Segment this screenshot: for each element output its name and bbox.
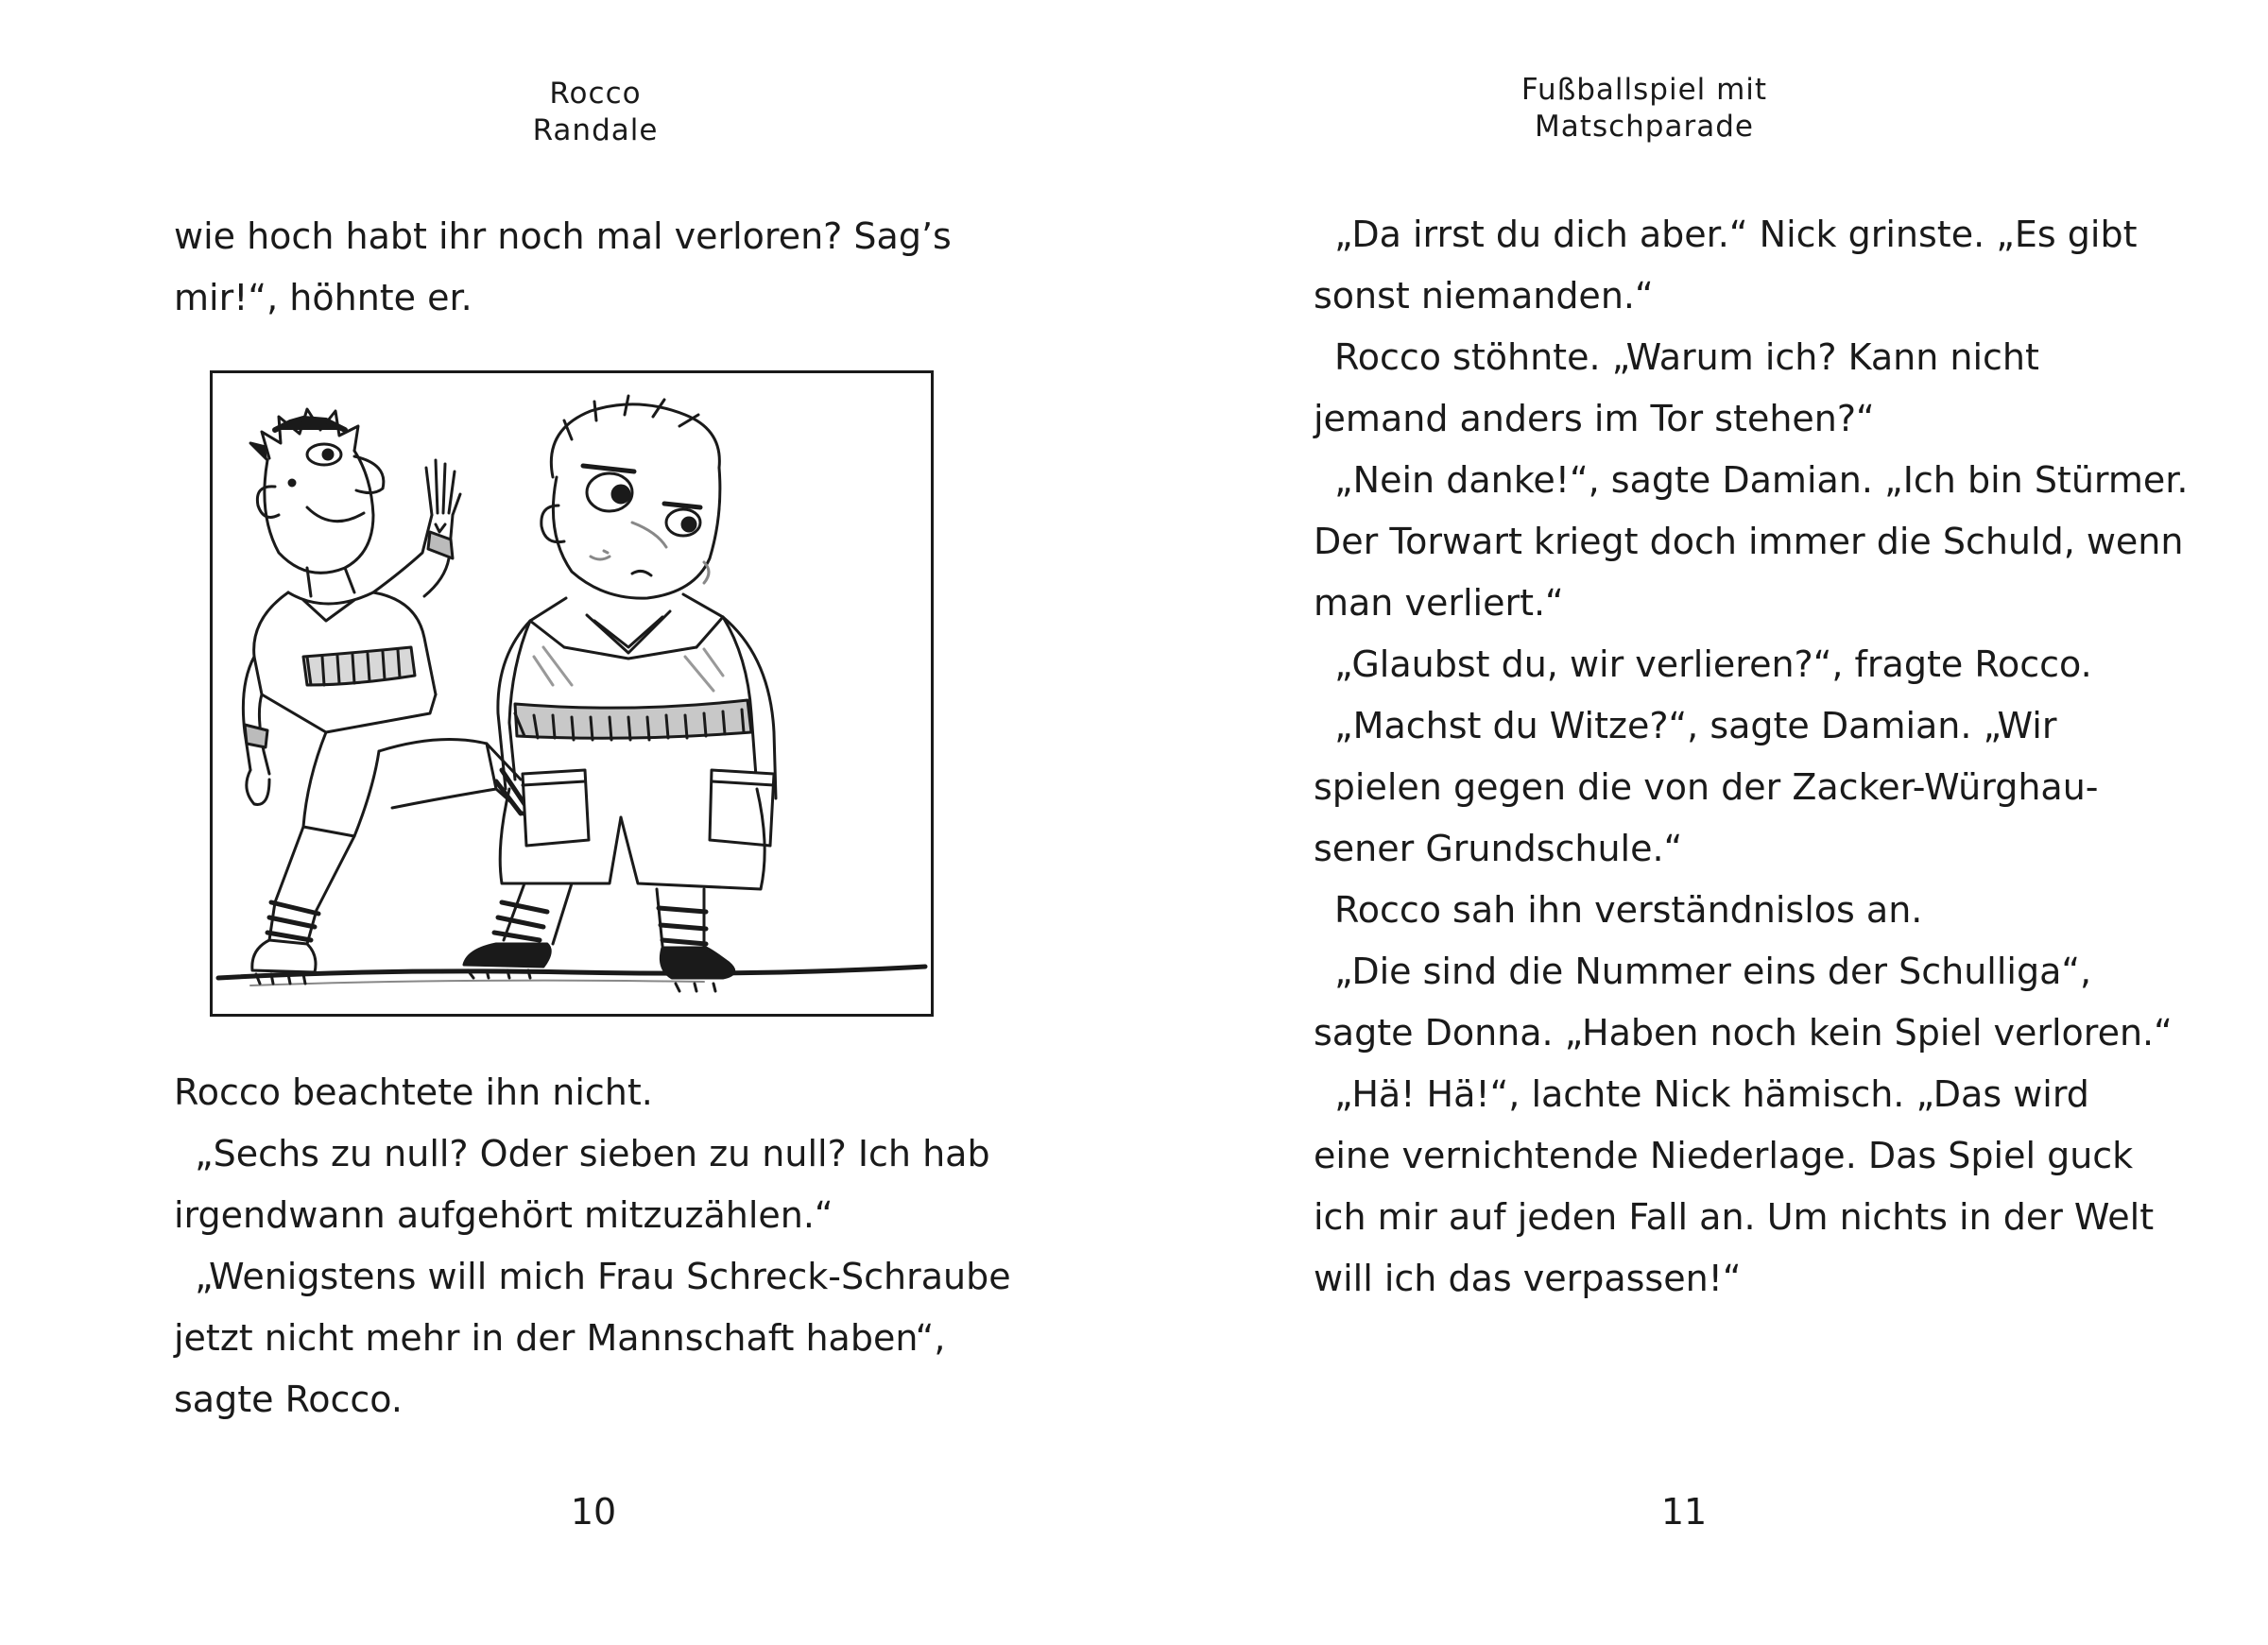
two-boys-football-kit-drawing-icon <box>213 373 931 1014</box>
text-line: „Wenigstens will mich Frau Schreck-Schraube <box>195 1256 1011 1297</box>
left-text-bottom <box>174 1062 1011 1431</box>
text-line: „Glaubst du, wir verlieren?“, fragte Rocco. <box>1334 643 2092 685</box>
text-line: mir!“, höhnte er. <box>174 277 472 318</box>
left-running-head: Rocco Randale <box>532 77 659 147</box>
text-line: Rocco stöhnte. „Warum ich? Kann nicht <box>1334 336 2039 378</box>
text-line: „Hä! Hä!“, lachte Nick hämisch. „Das wird <box>1334 1073 2089 1115</box>
text-line: man verliert.“ <box>1314 582 1564 624</box>
text-line: Rocco sah ihn verständnislos an. <box>1334 889 1923 931</box>
right-running-head: Fußballspiel mit Matschparade <box>1521 73 1768 144</box>
text-line: eine vernichtende Niederlage. Das Spiel guck <box>1314 1135 2134 1176</box>
text-line: sagte Rocco. <box>174 1379 403 1420</box>
text-line: Der Torwart kriegt doch immer die Schuld, wenn <box>1314 521 2184 562</box>
right-text-main <box>1314 204 2188 1310</box>
text-line: irgendwann aufgehört mitzuzählen.“ <box>174 1194 833 1236</box>
left-text-top <box>174 206 952 329</box>
text-line: Rocco beachtete ihn nicht. <box>174 1071 653 1113</box>
right-page <box>1134 0 2268 1645</box>
text-line: „Die sind die Nummer eins der Schulliga“, <box>1334 951 2092 992</box>
left-page-number: 10 <box>570 1491 617 1533</box>
text-line: will ich das verpassen!“ <box>1314 1258 1742 1299</box>
text-line: wie hoch habt ihr noch mal verloren? Sag’s <box>174 215 952 257</box>
text-line: „Machst du Witze?“, sagte Damian. „Wir <box>1334 705 2057 746</box>
text-line: sonst niemanden.“ <box>1314 275 1654 317</box>
text-line: „Nein danke!“, sagte Damian. „Ich bin Stürmer. <box>1334 459 2189 501</box>
text-line: „Sechs zu null? Oder sieben zu null? Ich hab <box>195 1133 990 1174</box>
text-line: „Da irrst du dich aber.“ Nick grinste. „Es gibt <box>1334 214 2138 255</box>
text-line: sener Grundschule.“ <box>1314 828 1683 869</box>
text-line: sagte Donna. „Haben noch kein Spiel verloren.“ <box>1314 1012 2173 1054</box>
illustration-frame <box>210 370 934 1017</box>
text-line: spielen gegen die von der Zacker-Würghau- <box>1314 766 2099 808</box>
text-line: jemand anders im Tor stehen?“ <box>1314 398 1875 439</box>
text-line: jetzt nicht mehr in der Mannschaft haben“, <box>174 1317 946 1359</box>
right-page-number: 11 <box>1660 1491 1708 1533</box>
text-line: ich mir auf jeden Fall an. Um nichts in der Welt <box>1314 1196 2155 1238</box>
